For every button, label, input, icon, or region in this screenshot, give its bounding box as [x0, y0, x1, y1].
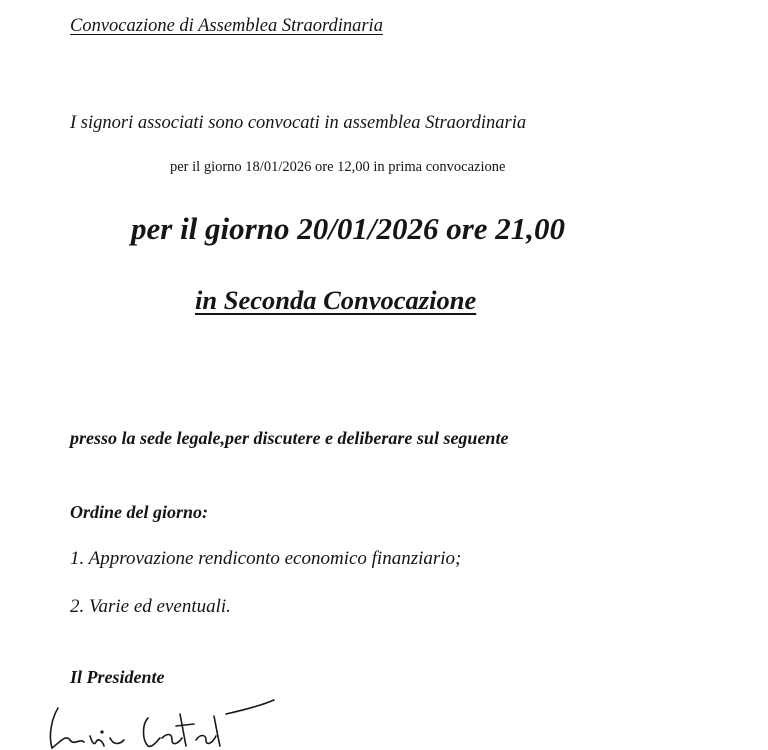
- agenda-item: 1. Approvazione rendiconto economico finanziario;: [70, 548, 462, 569]
- agenda-heading: Ordine del giorno:: [70, 502, 209, 522]
- handwritten-signature: [30, 690, 290, 750]
- notice-title: Convocazione di Assemblea Straordinaria: [70, 16, 383, 36]
- first-call-text: per il giorno 18/01/2026 ore 12,00 in prima convocazione: [170, 159, 506, 175]
- location-text: presso la sede legale,per discutere e deliberare sul seguente: [70, 428, 509, 448]
- signatory-title: Il Presidente: [70, 667, 165, 687]
- second-call-date: per il giorno 20/01/2026 ore 21,00: [131, 211, 566, 246]
- intro-text: I signori associati sono convocati in assemblea Straordinaria: [70, 113, 527, 133]
- second-call-label: in Seconda Convocazione: [195, 285, 477, 315]
- agenda-item: 2. Varie ed eventuali.: [70, 596, 231, 617]
